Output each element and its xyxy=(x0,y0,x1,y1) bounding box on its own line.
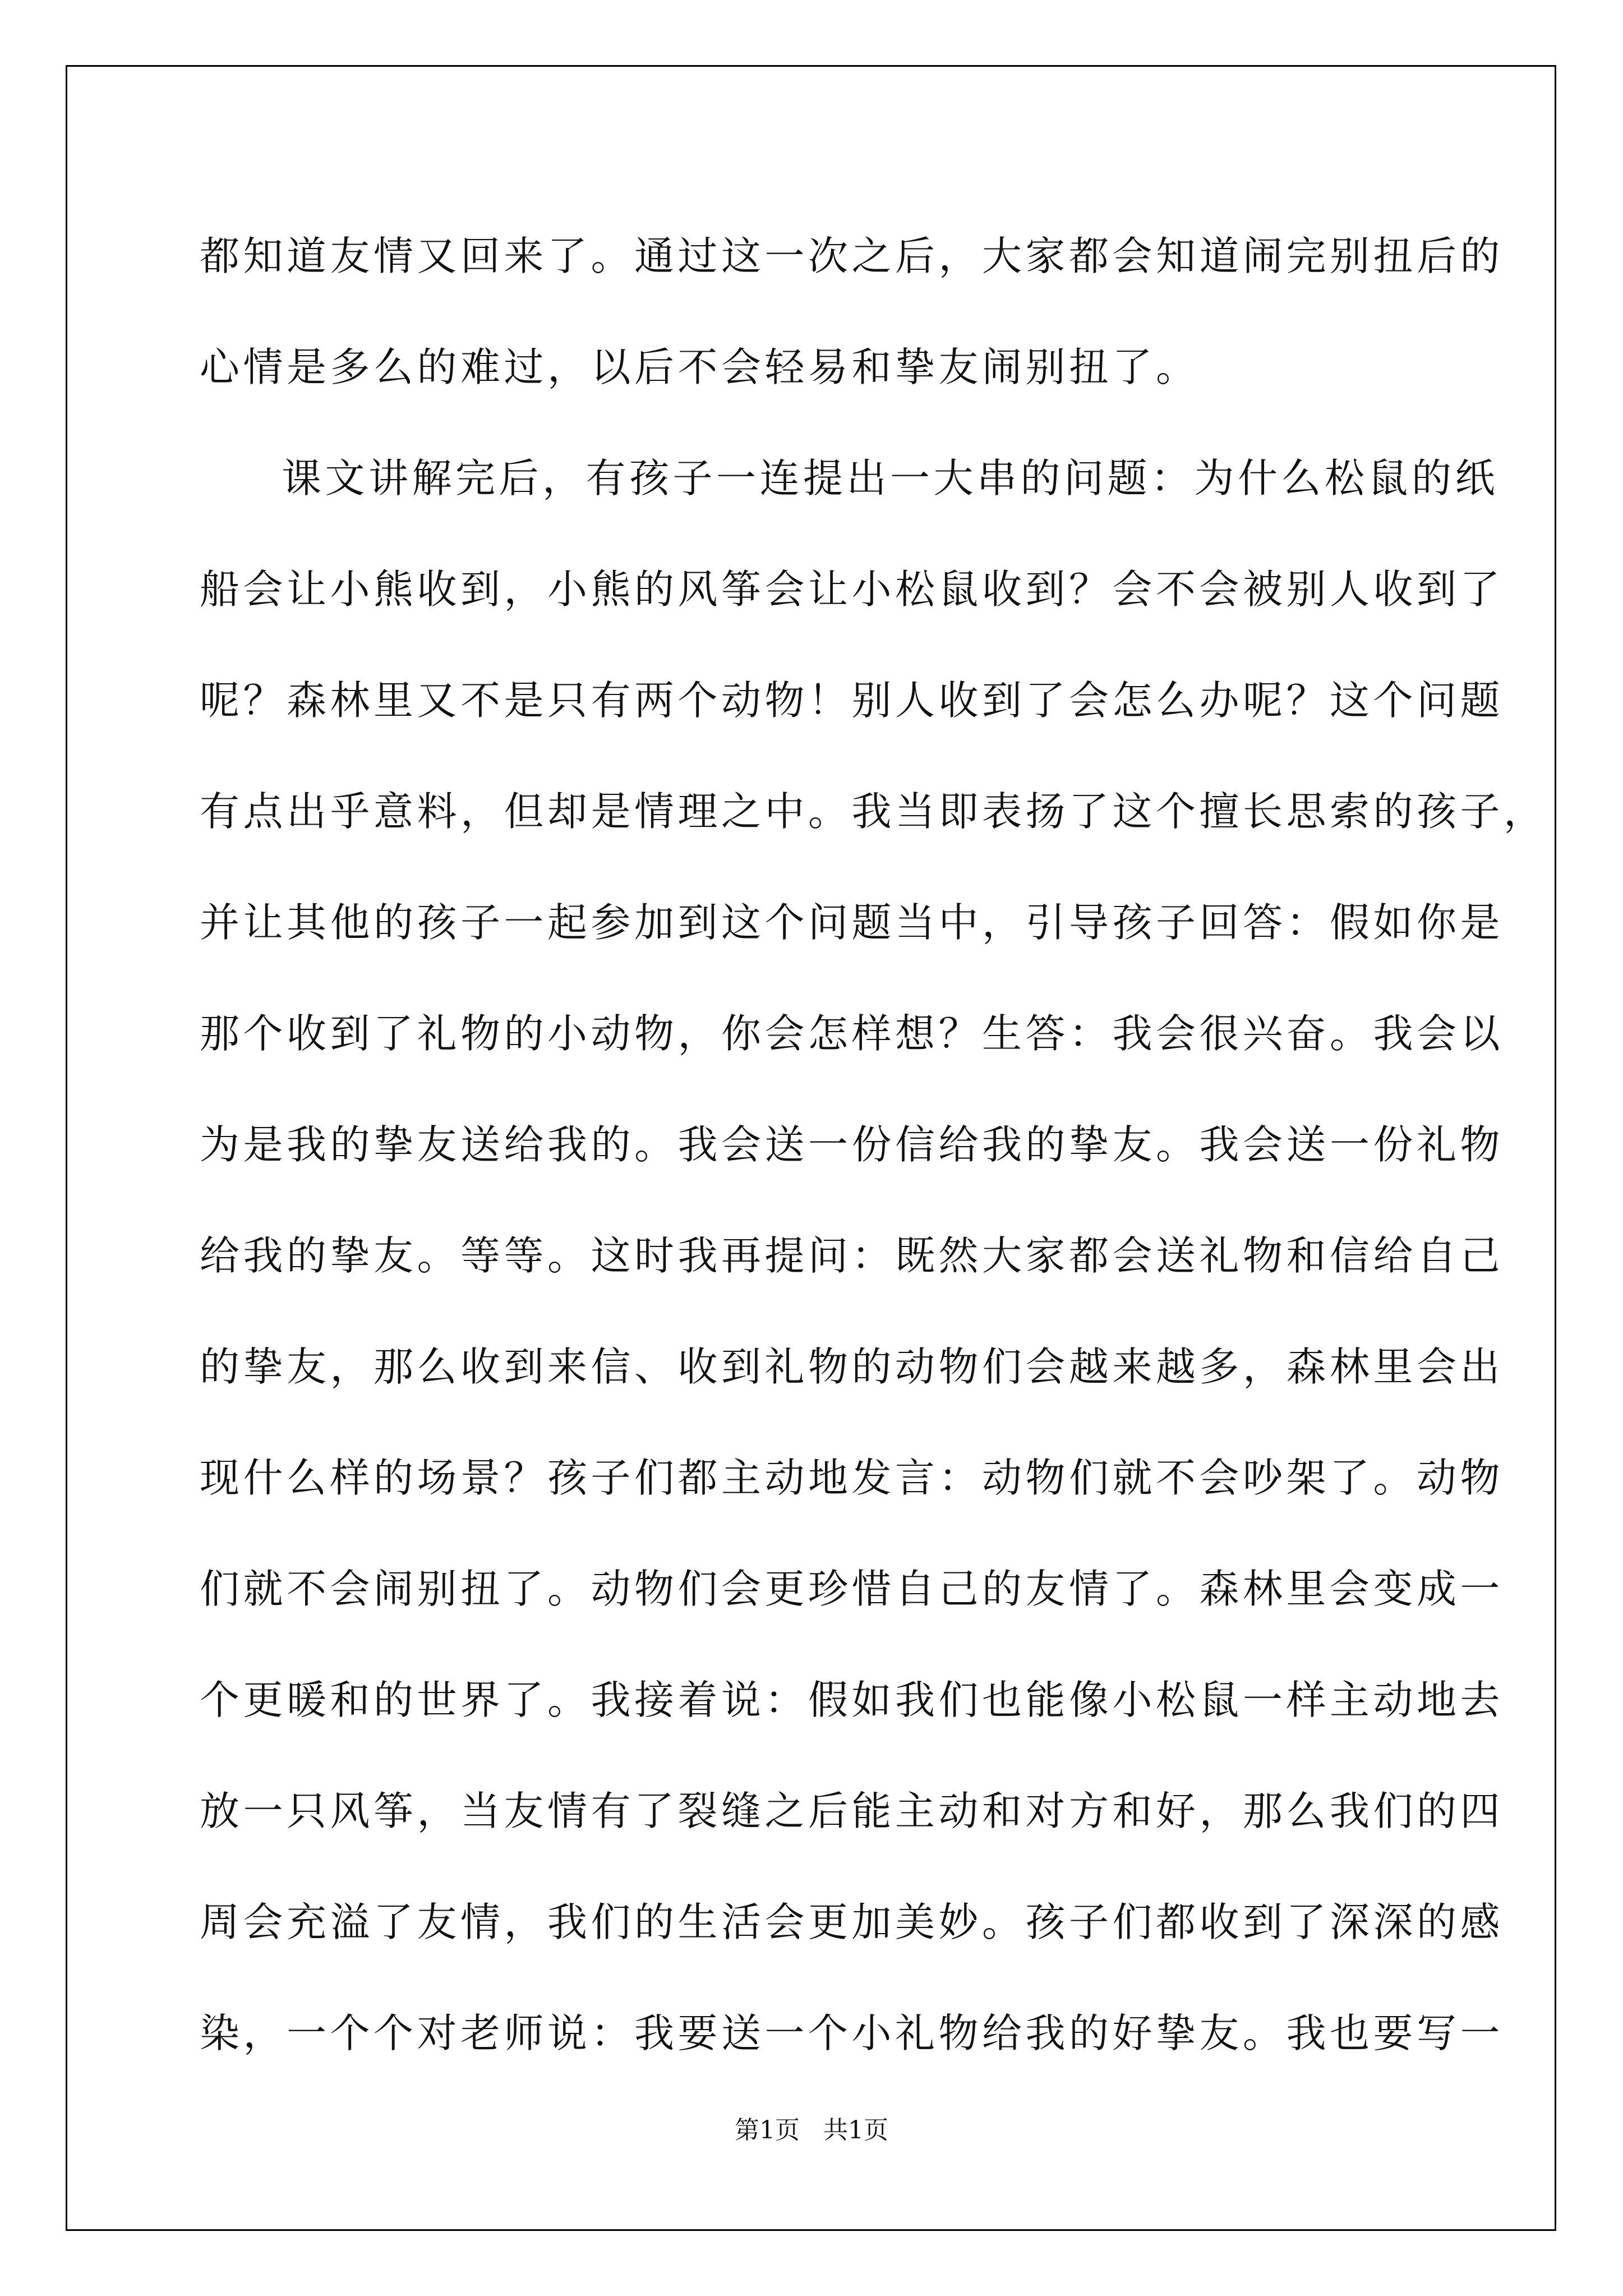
text-line: 并让其他的孩子一起参加到这个问题当中，引导孩子回答：假如你是 xyxy=(200,899,1504,946)
text-line: 那个收到了礼物的小动物，你会怎样想？生答：我会很兴奋。我会以 xyxy=(200,1010,1504,1057)
text-line: 都知道友情又回来了。通过这一次之后，大家都会知道闹完别扭后的 xyxy=(200,233,1504,279)
text-line: 放一只风筝，当友情有了裂缝之后能主动和对方和好，那么我们的四 xyxy=(200,1788,1504,1834)
text-line: 心情是多么的难过，以后不会轻易和挚友闹别扭了。 xyxy=(200,344,1200,390)
page-footer xyxy=(0,2114,1623,2147)
text-line: 周会充溢了友情，我们的生活会更加美妙。孩子们都收到了深深的感 xyxy=(200,1899,1504,1945)
paragraph-start-line: 课文讲解完后，有孩子一连提出一大串的问题：为什么松鼠的纸 xyxy=(282,455,1499,501)
text-line: 为是我的挚友送给我的。我会送一份信给我的挚友。我会送一份礼物 xyxy=(200,1121,1504,1168)
page-total: 共1页 xyxy=(823,2116,888,2145)
document-body xyxy=(200,201,1547,2089)
text-line: 的挚友，那么收到来信、收到礼物的动物们会越来越多，森林里会出 xyxy=(200,1343,1504,1390)
text-line: 船会让小熊收到，小熊的风筝会让小松鼠收到？会不会被别人收到了 xyxy=(200,566,1504,613)
text-line: 个更暖和的世界了。我接着说：假如我们也能像小松鼠一样主动地去 xyxy=(200,1677,1504,1723)
text-line: 呢？森林里又不是只有两个动物！别人收到了会怎么办呢？这个问题 xyxy=(200,677,1504,724)
page-number: 第1页 xyxy=(735,2116,800,2145)
text-line: 现什么样的场景？孩子们都主动地发言：动物们就不会吵架了。动物 xyxy=(200,1455,1504,1501)
text-line: 给我的挚友。等等。这时我再提问：既然大家都会送礼物和信给自己 xyxy=(200,1232,1504,1279)
text-line: 染，一个个对老师说：我要送一个小礼物给我的好挚友。我也要写一 xyxy=(200,2010,1504,2056)
text-line: 有点出乎意料，但却是情理之中。我当即表扬了这个擅长思索的孩子， xyxy=(200,788,1547,835)
text-line: 们就不会闹别扭了。动物们会更珍惜自己的友情了。森林里会变成一 xyxy=(200,1566,1504,1612)
